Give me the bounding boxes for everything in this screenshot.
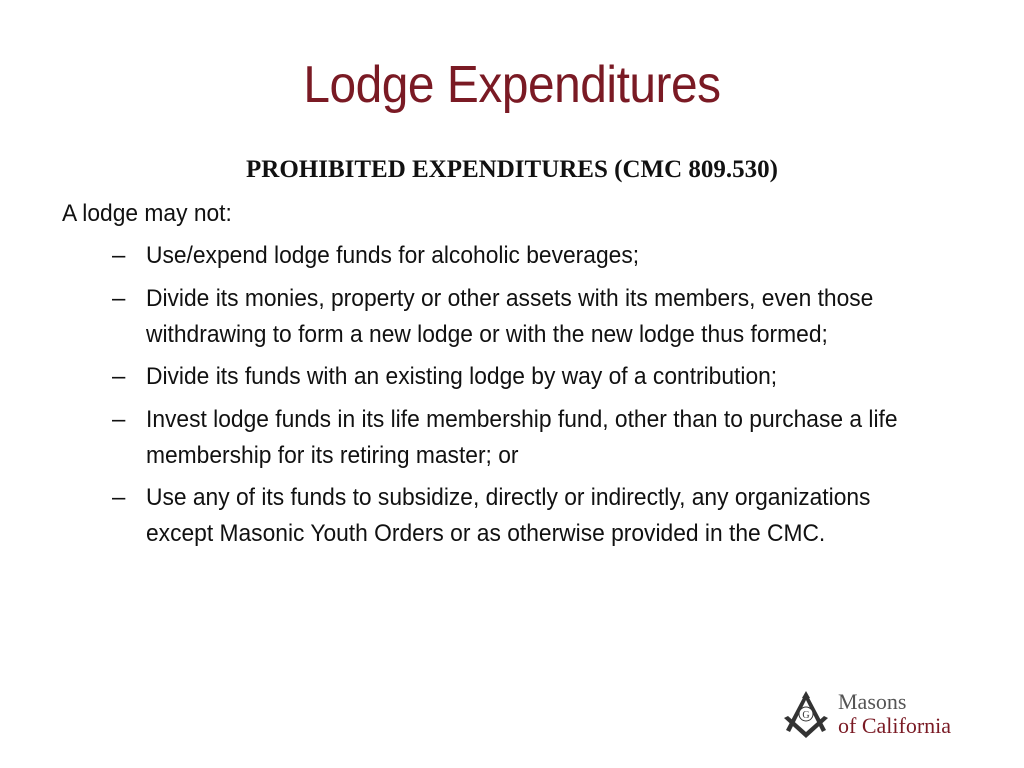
list-item <box>112 359 952 395</box>
list-item <box>112 238 952 274</box>
dash-marker: – <box>112 484 126 511</box>
logo-mark-letter: G <box>802 710 810 721</box>
logo-wordmark <box>838 690 951 738</box>
list-item <box>112 281 952 353</box>
list-item-text: Use/expend lodge funds for alcoholic beverages; <box>146 242 640 269</box>
dash-marker: – <box>112 242 126 269</box>
section-heading: PROHIBITED EXPENDITURES (CMC 809.530) <box>246 156 778 183</box>
logo-line-masons: Masons <box>838 689 907 714</box>
masons-of-california-logo <box>780 686 980 742</box>
prohibited-items-list <box>112 238 952 559</box>
dash-marker: – <box>112 363 126 390</box>
slide-title: Lodge Expenditures <box>303 56 721 114</box>
list-item-text: Invest lodge funds in its life membership fund, other than to purchase a life membership for its retiring master; or <box>146 405 898 469</box>
list-item-text: Use any of its funds to subsidize, directly or indirectly, any organizations except Masonic Youth Orders or as otherwise provided in the CMC. <box>146 484 871 547</box>
intro-text: A lodge may not: <box>62 200 232 227</box>
list-item-text: Divide its monies, property or other assets with its members, even those withdrawing to form a new lodge or with the new lodge thus formed; <box>146 284 874 348</box>
dash-marker: – <box>112 405 126 433</box>
list-item-text: Divide its funds with an existing lodge by way of a contribution; <box>146 363 778 390</box>
square-and-compasses-icon <box>780 688 832 740</box>
dash-marker: – <box>112 284 126 312</box>
logo-line-california: of California <box>838 713 952 738</box>
list-item <box>112 402 952 474</box>
list-item <box>112 480 952 552</box>
